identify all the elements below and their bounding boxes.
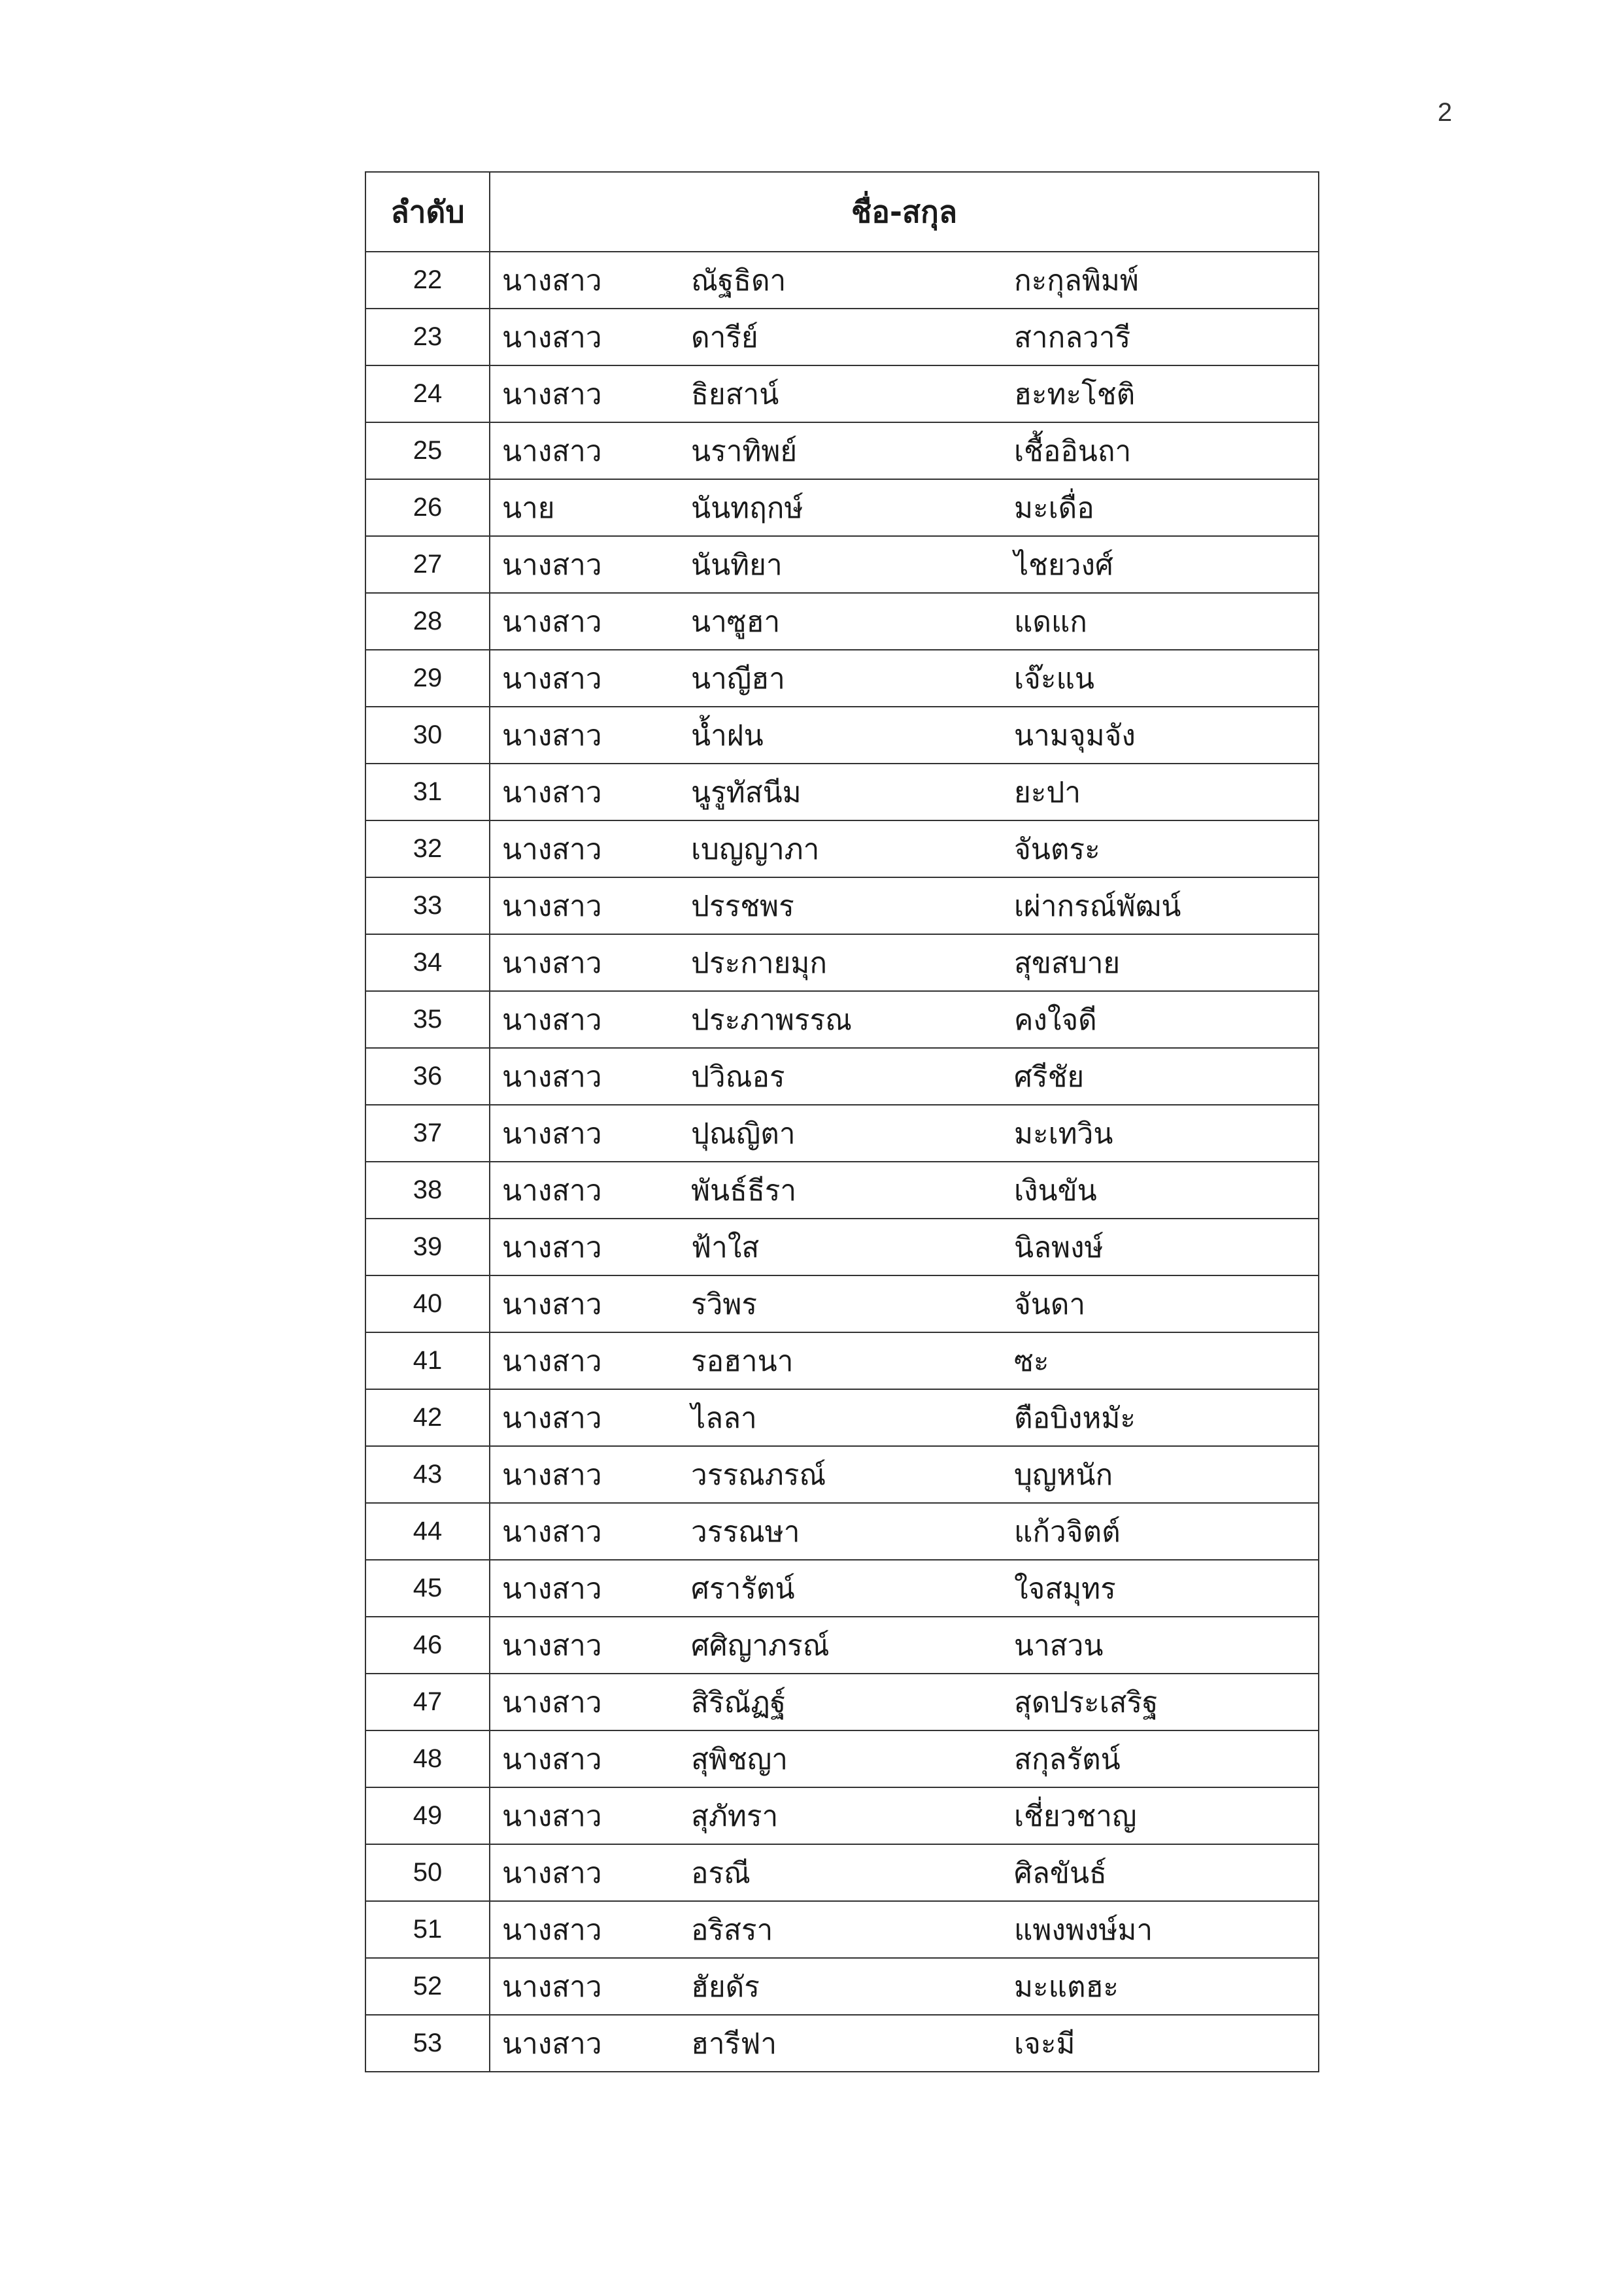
table-row <box>365 1389 1319 1446</box>
cell-last: มะเทวิน <box>1000 1105 1319 1162</box>
cell-first: นันทฤกษ์ <box>679 479 1000 536</box>
cell-last: บุญหนัก <box>1000 1446 1319 1503</box>
cell-seq: 31 <box>365 764 490 820</box>
cell-title: นางสาว <box>490 1446 679 1503</box>
cell-title: นางสาว <box>490 1958 679 2015</box>
cell-title: นางสาว <box>490 1162 679 1219</box>
cell-first: ปรรชพร <box>679 877 1000 934</box>
table-row <box>365 1503 1319 1560</box>
table-row <box>365 707 1319 764</box>
header-name: ชื่อ-สกุล <box>490 172 1319 252</box>
cell-first: พันธ์ธีรา <box>679 1162 1000 1219</box>
cell-seq: 52 <box>365 1958 490 2015</box>
cell-title: นางสาว <box>490 1503 679 1560</box>
cell-title: นางสาว <box>490 536 679 593</box>
cell-last: มะเดื่อ <box>1000 479 1319 536</box>
cell-seq: 26 <box>365 479 490 536</box>
cell-title: นางสาว <box>490 650 679 707</box>
table-row <box>365 877 1319 934</box>
cell-title: นางสาว <box>490 2015 679 2072</box>
cell-last: ไชยวงศ์ <box>1000 536 1319 593</box>
table-row <box>365 1901 1319 1958</box>
table-row <box>365 1844 1319 1901</box>
table-row <box>365 1332 1319 1389</box>
cell-title: นางสาว <box>490 1844 679 1901</box>
cell-last: สุขสบาย <box>1000 934 1319 991</box>
cell-last: เจะมี <box>1000 2015 1319 2072</box>
header-seq: ลำดับ <box>365 172 490 252</box>
cell-first: ประกายมุก <box>679 934 1000 991</box>
cell-first: สุภัทรา <box>679 1787 1000 1844</box>
cell-first: ฟ้าใส <box>679 1219 1000 1275</box>
cell-title: นางสาว <box>490 934 679 991</box>
cell-last: แก้วจิตต์ <box>1000 1503 1319 1560</box>
table-row <box>365 252 1319 309</box>
cell-last: มะแตฮะ <box>1000 1958 1319 2015</box>
table-row <box>365 309 1319 365</box>
table-body <box>365 252 1319 2072</box>
table-row <box>365 365 1319 422</box>
table-row <box>365 1219 1319 1275</box>
table-row <box>365 934 1319 991</box>
cell-title: นางสาว <box>490 1787 679 1844</box>
cell-title: นางสาว <box>490 252 679 309</box>
table-row <box>365 422 1319 479</box>
cell-seq: 44 <box>365 1503 490 1560</box>
cell-first: ธิยสาน์ <box>679 365 1000 422</box>
cell-seq: 22 <box>365 252 490 309</box>
cell-seq: 37 <box>365 1105 490 1162</box>
cell-seq: 48 <box>365 1730 490 1787</box>
cell-seq: 30 <box>365 707 490 764</box>
table-row <box>365 593 1319 650</box>
cell-first: นูรูทัสนีม <box>679 764 1000 820</box>
cell-last: แดแก <box>1000 593 1319 650</box>
cell-seq: 39 <box>365 1219 490 1275</box>
cell-seq: 36 <box>365 1048 490 1105</box>
table-row <box>365 1560 1319 1617</box>
cell-first: ดารีย์ <box>679 309 1000 365</box>
table-row <box>365 1674 1319 1730</box>
cell-last: แพงพงษ์มา <box>1000 1901 1319 1958</box>
cell-title: นางสาว <box>490 991 679 1048</box>
name-list-table <box>365 171 1319 2072</box>
table-row <box>365 1105 1319 1162</box>
table-row <box>365 1048 1319 1105</box>
cell-seq: 33 <box>365 877 490 934</box>
cell-first: นราทิพย์ <box>679 422 1000 479</box>
page-number: 2 <box>1437 98 1453 127</box>
cell-first: ศศิญาภรณ์ <box>679 1617 1000 1674</box>
cell-last: สกุลรัตน์ <box>1000 1730 1319 1787</box>
cell-title: นางสาว <box>490 1105 679 1162</box>
cell-first: รวิพร <box>679 1275 1000 1332</box>
cell-last: ฮะทะโชติ <box>1000 365 1319 422</box>
cell-title: นางสาว <box>490 1730 679 1787</box>
cell-first: สุพิชญา <box>679 1730 1000 1787</box>
cell-title: นางสาว <box>490 1275 679 1332</box>
cell-seq: 34 <box>365 934 490 991</box>
table-row <box>365 991 1319 1048</box>
table-row <box>365 1787 1319 1844</box>
cell-first: สิริณัฏฐ์ <box>679 1674 1000 1730</box>
cell-last: กะกุลพิมพ์ <box>1000 252 1319 309</box>
table-row <box>365 650 1319 707</box>
cell-first: ฮารีฟา <box>679 2015 1000 2072</box>
cell-first: ณัฐธิดา <box>679 252 1000 309</box>
table-row <box>365 1730 1319 1787</box>
cell-first: ปุณญิตา <box>679 1105 1000 1162</box>
table-row <box>365 536 1319 593</box>
cell-last: จันตระ <box>1000 820 1319 877</box>
cell-last: คงใจดี <box>1000 991 1319 1048</box>
cell-title: นางสาว <box>490 1048 679 1105</box>
cell-last: ใจสมุทร <box>1000 1560 1319 1617</box>
cell-title: นางสาว <box>490 707 679 764</box>
cell-first: นาญีฮา <box>679 650 1000 707</box>
cell-first: ประภาพรรณ <box>679 991 1000 1048</box>
cell-last: สากลวารี <box>1000 309 1319 365</box>
cell-last: นาสวน <box>1000 1617 1319 1674</box>
table-header-row <box>365 172 1319 252</box>
cell-title: นางสาว <box>490 820 679 877</box>
cell-seq: 28 <box>365 593 490 650</box>
cell-last: เชี่ยวชาญ <box>1000 1787 1319 1844</box>
cell-first: ปวิณอร <box>679 1048 1000 1105</box>
cell-seq: 49 <box>365 1787 490 1844</box>
cell-last: จันดา <box>1000 1275 1319 1332</box>
cell-seq: 29 <box>365 650 490 707</box>
cell-seq: 38 <box>365 1162 490 1219</box>
cell-title: นางสาว <box>490 1617 679 1674</box>
cell-first: น้ำฝน <box>679 707 1000 764</box>
cell-title: นางสาว <box>490 1219 679 1275</box>
cell-title: นางสาว <box>490 1901 679 1958</box>
cell-seq: 35 <box>365 991 490 1048</box>
cell-last: เจ๊ะแน <box>1000 650 1319 707</box>
cell-first: ฮัยดัร <box>679 1958 1000 2015</box>
cell-seq: 53 <box>365 2015 490 2072</box>
cell-title: นางสาว <box>490 593 679 650</box>
cell-title: นางสาว <box>490 764 679 820</box>
cell-last: เชื้ออินถา <box>1000 422 1319 479</box>
table-row <box>365 1958 1319 2015</box>
cell-title: นาย <box>490 479 679 536</box>
cell-last: เผ่ากรณ์พัฒน์ <box>1000 877 1319 934</box>
cell-last: ศิลขันธ์ <box>1000 1844 1319 1901</box>
cell-last: ยะปา <box>1000 764 1319 820</box>
cell-seq: 46 <box>365 1617 490 1674</box>
cell-last: ซะ <box>1000 1332 1319 1389</box>
cell-seq: 45 <box>365 1560 490 1617</box>
cell-seq: 40 <box>365 1275 490 1332</box>
cell-first: ไลลา <box>679 1389 1000 1446</box>
cell-seq: 51 <box>365 1901 490 1958</box>
table-row <box>365 1446 1319 1503</box>
cell-first: รอฮานา <box>679 1332 1000 1389</box>
cell-last: ตือบิงหมัะ <box>1000 1389 1319 1446</box>
cell-seq: 27 <box>365 536 490 593</box>
table-row <box>365 1275 1319 1332</box>
table-row <box>365 820 1319 877</box>
cell-first: นาซูฮา <box>679 593 1000 650</box>
cell-last: สุดประเสริฐ <box>1000 1674 1319 1730</box>
cell-title: นางสาว <box>490 1332 679 1389</box>
cell-title: นางสาว <box>490 422 679 479</box>
cell-seq: 42 <box>365 1389 490 1446</box>
table-row <box>365 2015 1319 2072</box>
cell-seq: 41 <box>365 1332 490 1389</box>
cell-title: นางสาว <box>490 877 679 934</box>
cell-last: ศรีชัย <box>1000 1048 1319 1105</box>
table-row <box>365 479 1319 536</box>
cell-first: วรรณษา <box>679 1503 1000 1560</box>
cell-seq: 25 <box>365 422 490 479</box>
cell-last: เงินขัน <box>1000 1162 1319 1219</box>
cell-first: เบญญาภา <box>679 820 1000 877</box>
cell-seq: 43 <box>365 1446 490 1503</box>
cell-seq: 50 <box>365 1844 490 1901</box>
cell-seq: 47 <box>365 1674 490 1730</box>
cell-first: นันทิยา <box>679 536 1000 593</box>
cell-first: ศรารัตน์ <box>679 1560 1000 1617</box>
cell-title: นางสาว <box>490 1389 679 1446</box>
cell-last: นามจุมจัง <box>1000 707 1319 764</box>
cell-seq: 32 <box>365 820 490 877</box>
table-row <box>365 1162 1319 1219</box>
cell-title: นางสาว <box>490 309 679 365</box>
cell-first: วรรณภรณ์ <box>679 1446 1000 1503</box>
cell-first: อรณี <box>679 1844 1000 1901</box>
cell-title: นางสาว <box>490 1560 679 1617</box>
cell-last: นิลพงษ์ <box>1000 1219 1319 1275</box>
cell-seq: 23 <box>365 309 490 365</box>
table-row <box>365 1617 1319 1674</box>
cell-title: นางสาว <box>490 1674 679 1730</box>
cell-title: นางสาว <box>490 365 679 422</box>
cell-seq: 24 <box>365 365 490 422</box>
cell-first: อริสรา <box>679 1901 1000 1958</box>
table-row <box>365 764 1319 820</box>
